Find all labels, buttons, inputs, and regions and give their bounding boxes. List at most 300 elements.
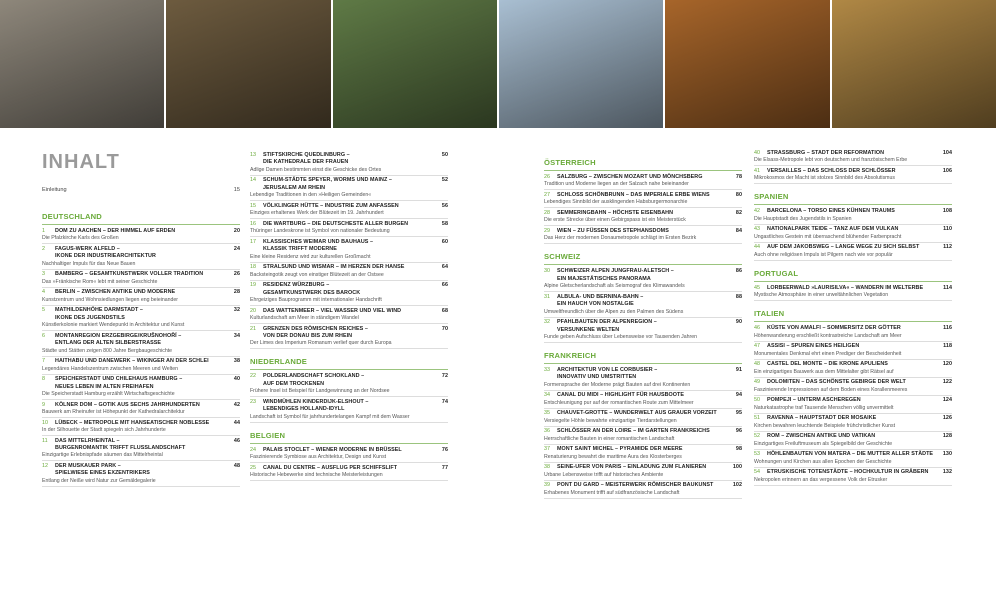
entry-description: Die Pfalzkirche Karls des Großen — [42, 235, 119, 242]
entry-description: Entschleunigung pur auf der romantischen Route zum Mittelmeer — [544, 399, 694, 406]
entry-title: DER MUSKAUER PARK – SPIELWIESE EINES EXZENTRIKERS — [55, 463, 150, 477]
entry-description: Naturkatastrophe traf Tausende Menschen völlig unvermittelt — [754, 404, 894, 411]
photo-glacier — [499, 0, 663, 128]
toc-entry[interactable] — [754, 150, 952, 166]
section-heading: PORTUGAL — [754, 269, 952, 282]
entry-heading — [544, 392, 742, 399]
entry-heading — [42, 246, 240, 261]
entry-divider — [250, 175, 448, 176]
entry-divider — [544, 444, 742, 445]
entry-title: SCHLÖSSER AN DER LOIRE – IM GARTEN FRANKREICHS — [557, 428, 710, 435]
entry-number: 30 — [544, 268, 551, 275]
section-heading: ÖSTERREICH — [544, 158, 742, 171]
entry-number: 7 — [42, 358, 46, 365]
table-of-contents — [0, 128, 996, 600]
entry-title: SPEICHERSTADT UND CHILEHAUS HAMBURG – NEUES LEBEN IM ALTEN FREIHAFEN — [55, 376, 183, 390]
entry-divider — [42, 417, 240, 418]
entry-divider — [754, 395, 952, 396]
entry-number: 20 — [250, 307, 257, 314]
entry-title: GRENZEN DES RÖMISCHEN REICHES – VON DER DONAU BIS ZUM RHEIN — [263, 325, 368, 340]
entry-description: Die erste Strecke über einen Gebirgspass ist ein Meisterstück — [544, 217, 686, 224]
entry-heading — [544, 319, 742, 334]
entry-page: 118 — [943, 343, 952, 350]
toc-entry[interactable] — [754, 325, 952, 341]
entry-number: 54 — [754, 469, 761, 476]
toc-entry[interactable] — [544, 228, 742, 244]
entry-description: Einzigartige Erlebnispfade säumen das Mittelrheintal — [42, 452, 163, 459]
entry-title: DOLOMITEN – DAS SCHÖNSTE GEBIRGE DER WELT — [767, 379, 906, 386]
entry-description: Faszinierende Impressionen auf dem Boden eines Korallenmeeres — [754, 386, 908, 393]
toc-column-3 — [544, 150, 742, 500]
entry-divider — [250, 262, 448, 263]
entry-number: 2 — [42, 246, 46, 252]
entry-description: Städte und Stätten zeigen 800 Jahre Bergbaugeschichte — [42, 347, 173, 354]
toc-entry[interactable] — [250, 447, 448, 463]
entry-title: SEMMERINGBAHN – HÖCHSTE EISENBAHN — [557, 210, 674, 216]
entry-heading — [754, 379, 952, 386]
entry-description: Renaturierung bewahrt die maritime Aura des Klosterberges — [544, 453, 682, 460]
section-heading: ITALIEN — [754, 309, 952, 322]
toc-entry[interactable] — [754, 168, 952, 184]
entry-title: DAS WATTENMEER – VIEL WASSER UND VIEL WIND — [263, 307, 402, 314]
photo-statue — [0, 0, 164, 128]
entry-page: 26 — [233, 271, 240, 278]
entry-heading — [42, 289, 240, 296]
entry-title: BERLIN – ZWISCHEN ANTIKE UND MODERNE — [55, 289, 176, 296]
entry-heading — [544, 228, 742, 235]
toc-entry[interactable] — [544, 446, 742, 462]
entry-title: MONT SAINT MICHEL – PYRAMIDE DER MEERE — [557, 446, 683, 453]
entry-page: 56 — [441, 202, 448, 209]
toc-entry[interactable] — [42, 289, 240, 305]
entry-page: 38 — [233, 358, 240, 365]
entry-page: 34 — [233, 332, 240, 339]
entry-divider — [42, 486, 240, 487]
entry-divider — [42, 399, 240, 400]
entry-divider — [544, 243, 742, 244]
entry-page: 68 — [441, 307, 448, 314]
entry-description: Die Speicherstadt Hamburg erzählt Wirtschaftsgeschichte — [42, 391, 175, 398]
entry-heading — [754, 397, 952, 404]
entry-number: 51 — [754, 415, 761, 422]
entry-divider — [754, 224, 952, 225]
entry-heading — [754, 469, 952, 476]
entry-number: 26 — [544, 174, 551, 180]
photo-strip — [0, 0, 996, 128]
toc-entry[interactable] — [250, 152, 448, 176]
entry-page: 114 — [943, 284, 952, 291]
toc-entry[interactable] — [544, 482, 742, 498]
entry-page: 60 — [441, 238, 448, 245]
section-heading: BELGIEN — [250, 431, 448, 444]
entry-page: 106 — [942, 168, 952, 174]
entry-heading — [250, 399, 448, 414]
entry-number: 49 — [754, 379, 761, 386]
toc-entry[interactable] — [754, 469, 952, 485]
entry-number: 45 — [754, 284, 761, 291]
entry-title: LÜBECK – METROPOLE MIT HANSEATISCHER NOBLESSE — [55, 419, 210, 426]
entry-description: Thüringer Landeskrone ist Symbol von nationaler Bedeutung — [250, 228, 390, 235]
entry-page: 110 — [943, 226, 952, 233]
entry-title: POMPEJI – UNTERM ASCHEREGEN — [767, 397, 861, 404]
entry-number: 38 — [544, 464, 551, 471]
toc-entry[interactable] — [250, 373, 448, 397]
entry-divider — [544, 225, 742, 226]
entry-title: HAITHABU UND DANEWERK – WIKINGER AN DER SCHLEI — [55, 358, 209, 365]
entry-divider — [250, 462, 448, 463]
toc-entry[interactable] — [250, 465, 448, 481]
entry-heading — [754, 433, 952, 440]
entry-title: PALAIS STOCLET – WIENER MODERNE IN BRÜSSEL — [263, 446, 402, 453]
entry-divider — [754, 359, 952, 360]
entry-divider — [754, 449, 952, 450]
toc-entry[interactable] — [42, 463, 240, 487]
entry-title: ROM – ZWISCHEN ANTIKE UND VATIKAN — [767, 433, 876, 440]
entry-page: 130 — [942, 451, 952, 458]
entry-number: 40 — [754, 150, 761, 156]
toc-entry[interactable] — [754, 208, 952, 224]
entry-description: Landschaft ist Symbol für jahrhundertelangen Kampf mit dem Wasser — [250, 413, 410, 420]
toc-entry[interactable] — [544, 174, 742, 190]
entry-page: 78 — [735, 174, 742, 180]
entry-heading — [754, 150, 952, 157]
entry-title: KÜSTE VON AMALFI – SOMMERSITZ DER GÖTTER — [767, 325, 901, 332]
entry-heading — [754, 244, 952, 251]
entry-heading — [42, 358, 240, 365]
entry-number: 48 — [754, 361, 761, 368]
entry-divider — [544, 342, 742, 343]
entry-heading — [42, 376, 240, 391]
toc-entry[interactable] — [754, 415, 952, 431]
entry-page: 104 — [942, 150, 952, 156]
entry-title: CANAL DU CENTRE – AUSFLUG PER SCHIFFSLIFT — [263, 464, 398, 471]
entry-page: 46 — [233, 437, 240, 444]
entry-page: 96 — [735, 428, 742, 435]
entry-divider — [544, 317, 742, 318]
entry-description: Mikrokosmos der Macht ist stolzes Sinnbild des Absolutismus — [754, 175, 895, 182]
entry-heading — [250, 373, 448, 388]
toc-entry[interactable] — [544, 192, 742, 208]
entry-description: Kirchen bewahren leuchtende Beispiele frühchristlicher Kunst — [754, 422, 896, 429]
toc-entry[interactable] — [42, 358, 240, 374]
entry-heading — [544, 464, 742, 471]
entry-page: 66 — [441, 282, 448, 289]
entry-divider — [544, 426, 742, 427]
entry-description: Auch ohne religiösen Impuls ist Pilgern nach wie vor populär — [754, 251, 893, 258]
entry-number: 19 — [250, 282, 257, 289]
toc-entry[interactable] — [42, 307, 240, 331]
toc-entry[interactable] — [544, 464, 742, 480]
entry-page: 102 — [732, 482, 742, 489]
entry-description: Formensprache der Moderne prägt Bauten auf drei Kontinenten — [544, 381, 691, 388]
entry-divider — [42, 460, 240, 461]
entry-title: ASSISI – SPUREN EINES HEILIGEN — [767, 343, 860, 350]
entry-divider — [754, 431, 952, 432]
toc-entry[interactable] — [250, 221, 448, 237]
entry-heading — [250, 239, 448, 254]
entry-title: NATIONALPARK TEIDE – TANZ AUF DEM VULKAN — [767, 226, 899, 233]
entry-description: Nachhaltiger Impuls für das Neue Bauen — [42, 260, 136, 267]
entry-title: STRALSUND UND WISMAR – IM HERZEN DER HANSE — [263, 264, 405, 271]
entry-description: Herrschaftliche Bauten in einer romantischen Landschaft — [544, 435, 675, 442]
entry-number: 8 — [42, 376, 46, 383]
entry-page: 20 — [233, 228, 240, 234]
entry-divider — [544, 462, 742, 463]
toc-entry[interactable] — [754, 244, 952, 260]
toc-entry[interactable] — [754, 451, 952, 467]
entry-description: Einzigartiges Freiluftmuseum als Spiegelbild der Geschichte — [754, 440, 893, 447]
entry-description: Faszinierende Symbiose aus Architektur, Design und Kunst — [250, 454, 387, 461]
entry-title: ALBULA- UND BERNINA-BAHN – EIN HAUCH VON NOSTALGIE — [557, 293, 644, 308]
toc-entry[interactable] — [544, 268, 742, 292]
section-heading: FRANKREICH — [544, 351, 742, 364]
toc-entry[interactable] — [250, 264, 448, 280]
entry-page: 98 — [735, 446, 742, 453]
entry-description: Das Herz der modernen Donaumetropole schlägt im Ersten Bezirk — [544, 235, 697, 242]
entry-page: 90 — [735, 319, 742, 326]
entry-title: AUF DEM JAKOBSWEG – LANGE WEGE ZU SICH SELBST — [767, 244, 920, 251]
entry-divider — [42, 374, 240, 375]
entry-number: 1 — [42, 228, 46, 234]
entry-divider — [42, 435, 240, 436]
entry-number: 17 — [250, 238, 257, 245]
entry-divider — [754, 377, 952, 378]
entry-number: 4 — [42, 289, 46, 296]
entry-page: 72 — [441, 373, 448, 380]
entry-divider — [754, 467, 952, 468]
entry-description: Historische Hebewerke sind technische Meisterleistungen — [250, 472, 383, 479]
entry-heading — [544, 367, 742, 382]
entry-page: 64 — [441, 264, 448, 271]
entry-divider — [250, 305, 448, 306]
entry-description: Monumentales Denkmal ehrt einen Prediger der Bescheidenheit — [754, 350, 902, 357]
entry-page: 120 — [942, 361, 952, 368]
entry-title: DIE WARTBURG – DIE DEUTSCHESTE ALLER BURGEN — [263, 220, 409, 227]
entry-description: Backsteingotik zeugt von einstiger Blütezeit an der Ostsee — [250, 271, 384, 278]
entry-title: KLASSISCHES WEIMAR UND BAUHAUS – KLASSIK TRIFFT MODERNE — [263, 238, 374, 253]
toc-entry[interactable] — [754, 361, 952, 377]
toc-entry[interactable] — [754, 397, 952, 413]
toc-entry[interactable] — [754, 433, 952, 449]
entry-description: Einziges erhaltenes Werk der Blütezeit im 19. Jahrhundert — [250, 210, 384, 217]
entry-heading — [250, 465, 448, 472]
toc-entry[interactable] — [42, 420, 240, 436]
entry-number: 16 — [250, 220, 257, 227]
entry-page: 28 — [233, 289, 240, 296]
entry-divider — [42, 305, 240, 306]
entry-divider — [754, 485, 952, 486]
toc-entry[interactable] — [250, 239, 448, 263]
toc-entry[interactable] — [250, 203, 448, 219]
toc-entry[interactable] — [42, 246, 240, 270]
entry-page: 108 — [942, 208, 952, 215]
toc-entry[interactable] — [42, 333, 240, 357]
entry-title: DOM ZU AACHEN – DER HIMMEL AUF ERDEN — [55, 228, 176, 234]
entry-description: Die Hauptstadt des Jugendstils in Spanien — [754, 215, 852, 222]
entry-title: PFAHLBAUTEN DER ALPENREGION – VERSUNKENE WELTEN — [557, 319, 657, 333]
entry-number: 21 — [250, 325, 257, 332]
entry-description: Lebendiges Sinnbild der ausklingenden Habsburgermonarchie — [544, 199, 688, 206]
entry-page: 86 — [735, 268, 742, 275]
entry-number: 5 — [42, 307, 46, 314]
entry-title: CASTEL DEL MONTE – DIE KRONE APULIENS — [767, 361, 888, 368]
entry-title: SEINE-UFER VON PARIS – EINLADUNG ZUM FLANIEREN — [557, 464, 707, 471]
toc-entry[interactable] — [250, 308, 448, 324]
toc-entry[interactable] — [250, 326, 448, 350]
entry-title: DAS MITTELRHEINTAL – BURGENROMANTIK TRIFFT FLUSSLANDSCHAFT — [55, 437, 186, 452]
entry-title: STRASSBURG – STADT DER REFORMATION — [767, 150, 885, 156]
entry-title: VÖLKLINGER HÜTTE – INDUSTRIE ZUM ANFASSEN — [263, 202, 399, 209]
entry-page: 32 — [233, 307, 240, 314]
entry-heading — [42, 271, 240, 278]
toc-entry[interactable] — [250, 282, 448, 306]
entry-page: 52 — [441, 177, 448, 184]
toc-entry[interactable] — [544, 392, 742, 408]
entry-title: KÖLNER DOM – GOTIK AUS SECHS JAHRHUNDERTEN — [55, 401, 200, 408]
intro-entry — [42, 186, 240, 194]
entry-heading — [250, 177, 448, 192]
entry-title: VERSAILLES – DAS SCHLOSS DER SCHLÖSSER — [767, 168, 896, 174]
toc-entry[interactable] — [42, 402, 240, 418]
entry-number: 31 — [544, 293, 551, 300]
entry-page: 50 — [441, 152, 448, 158]
entry-divider — [250, 280, 448, 281]
entry-number: 29 — [544, 228, 551, 234]
toc-entry[interactable] — [544, 210, 742, 226]
entry-number: 24 — [250, 446, 257, 453]
entry-number: 12 — [42, 463, 49, 470]
entry-description: Legendäres Handelszentrum zwischen Meeren und Welten — [42, 365, 179, 372]
toc-column-2 — [250, 152, 448, 483]
entry-divider — [250, 396, 448, 397]
entry-page: 40 — [233, 376, 240, 383]
toc-entry[interactable] — [754, 379, 952, 395]
entry-description: Mystische Atmosphäre in einer urweltähnlichen Vegetation — [754, 292, 889, 299]
entry-number: 34 — [544, 392, 551, 399]
entry-page: 91 — [735, 367, 742, 374]
entry-number: 15 — [250, 202, 257, 209]
toc-entry[interactable] — [42, 438, 240, 462]
entry-title: PONT DU GARD – MEISTERWERK RÖMISCHER BAUKUNST — [557, 482, 714, 489]
entry-number: 53 — [754, 451, 761, 458]
toc-column-1 — [42, 150, 240, 488]
page-title: INHALT — [42, 151, 120, 173]
entry-heading — [754, 168, 952, 175]
entry-divider — [42, 287, 240, 288]
entry-page: 116 — [943, 325, 952, 332]
toc-entry[interactable] — [544, 410, 742, 426]
entry-description: Ehrgeiziges Bauprogramm mit internationaler Handschrift — [250, 297, 382, 304]
entry-divider — [544, 291, 742, 292]
entry-title: SCHLOSS SCHÖNBRUNN – DAS IMPERIALE ERBE WIENS — [557, 192, 710, 198]
entry-title: FAGUS-WERK ALFELD – IKONE DER INDUSTRIEARCHITEKTUR — [55, 246, 156, 260]
entry-description: In der Silhouette der Stadt spiegeln sich Jahrhunderte — [42, 427, 166, 434]
entry-description: Entlang der Neiße wird Natur zur Gemäldegalerie — [42, 477, 156, 484]
entry-page: 88 — [735, 293, 742, 300]
photo-palace — [832, 0, 996, 128]
section-heading: SCHWEIZ — [544, 252, 742, 265]
entry-number: 25 — [250, 464, 257, 471]
entry-divider — [544, 189, 742, 190]
entry-number: 23 — [250, 398, 257, 405]
entry-page: 112 — [943, 244, 952, 251]
entry-description: Die Elsass-Metropole lebt von deutschem und französischem Erbe — [754, 157, 908, 164]
entry-heading — [42, 463, 240, 478]
entry-heading — [754, 361, 952, 368]
entry-page: 77 — [441, 464, 448, 471]
toc-entry[interactable] — [250, 177, 448, 201]
entry-divider — [544, 207, 742, 208]
entry-title: STIFTSKIRCHE QUEDLINBURG – DIE KATHEDRALE DER FRAUEN — [263, 152, 350, 166]
entry-page: 95 — [735, 410, 742, 417]
toc-entry[interactable] — [42, 376, 240, 400]
toc-entry[interactable] — [544, 319, 742, 343]
toc-entry[interactable] — [544, 428, 742, 444]
entry-divider — [754, 165, 952, 166]
entry-page: 122 — [942, 379, 952, 386]
intro-page: 15 — [233, 187, 240, 193]
entry-title: CANAL DU MIDI – HIGHLIGHT FÜR HAUSBOOTE — [557, 392, 685, 399]
entry-number: 27 — [544, 192, 551, 198]
toc-column-4 — [754, 150, 952, 487]
photo-grotto — [665, 0, 829, 128]
toc-entry[interactable] — [754, 226, 952, 242]
entry-page: 80 — [735, 192, 742, 198]
entry-divider — [544, 498, 742, 499]
entry-description: Lebendige Traditionen in den »Heiligen Gemeinden« — [250, 192, 372, 199]
entry-divider — [754, 183, 952, 184]
entry-number: 28 — [544, 210, 551, 216]
entry-divider — [250, 236, 448, 237]
entry-divider — [754, 242, 952, 243]
entry-heading — [544, 428, 742, 435]
entry-heading — [42, 438, 240, 453]
section-heading: NIEDERLANDE — [250, 357, 448, 370]
entry-number: 22 — [250, 373, 257, 380]
entry-description: Höhenwanderung erschließt kontrastreiche Landschaft am Meer — [754, 332, 902, 339]
toc-entry[interactable] — [754, 343, 952, 359]
toc-entry[interactable] — [544, 294, 742, 318]
toc-entry[interactable] — [250, 399, 448, 423]
entry-number: 6 — [42, 332, 46, 339]
entry-description: Tradition und Moderne liegen an der Salzach nahe beieinander — [544, 181, 689, 188]
entry-description: Eine kleine Residenz wird zur kulturellen Großmacht — [250, 253, 371, 260]
entry-heading — [42, 420, 240, 427]
entry-page: 42 — [233, 401, 240, 408]
toc-entry[interactable] — [754, 285, 952, 301]
entry-heading — [754, 451, 952, 458]
entry-divider — [544, 408, 742, 409]
toc-entry[interactable] — [42, 271, 240, 287]
entry-heading — [250, 221, 448, 228]
entry-heading — [250, 326, 448, 341]
photo-greenhouse — [333, 0, 497, 128]
entry-description: Kunstzentrum und Wohnsiedlungen liegen eng beieinander — [42, 296, 179, 303]
entry-divider — [754, 413, 952, 414]
entry-heading — [544, 192, 742, 199]
toc-entry[interactable] — [42, 228, 240, 244]
entry-title: MATHILDENHÖHE DARMSTADT – IKONE DES JUGENDSTILS — [55, 307, 143, 321]
entry-description: Wohnungen und Kirchen aus allen Epochen der Geschichte — [754, 458, 892, 465]
entry-description: Frühere Insel ist Beispiel für Landgewinnung an der Nordsee — [250, 388, 390, 395]
entry-heading — [544, 174, 742, 181]
entry-description: Erhabenes Monument trifft auf südfranzösische Landschaft — [544, 489, 680, 496]
toc-entry[interactable] — [544, 367, 742, 391]
entry-page: 76 — [441, 446, 448, 453]
entry-divider — [42, 330, 240, 331]
entry-page: 126 — [942, 415, 952, 422]
entry-page: 82 — [735, 210, 742, 216]
